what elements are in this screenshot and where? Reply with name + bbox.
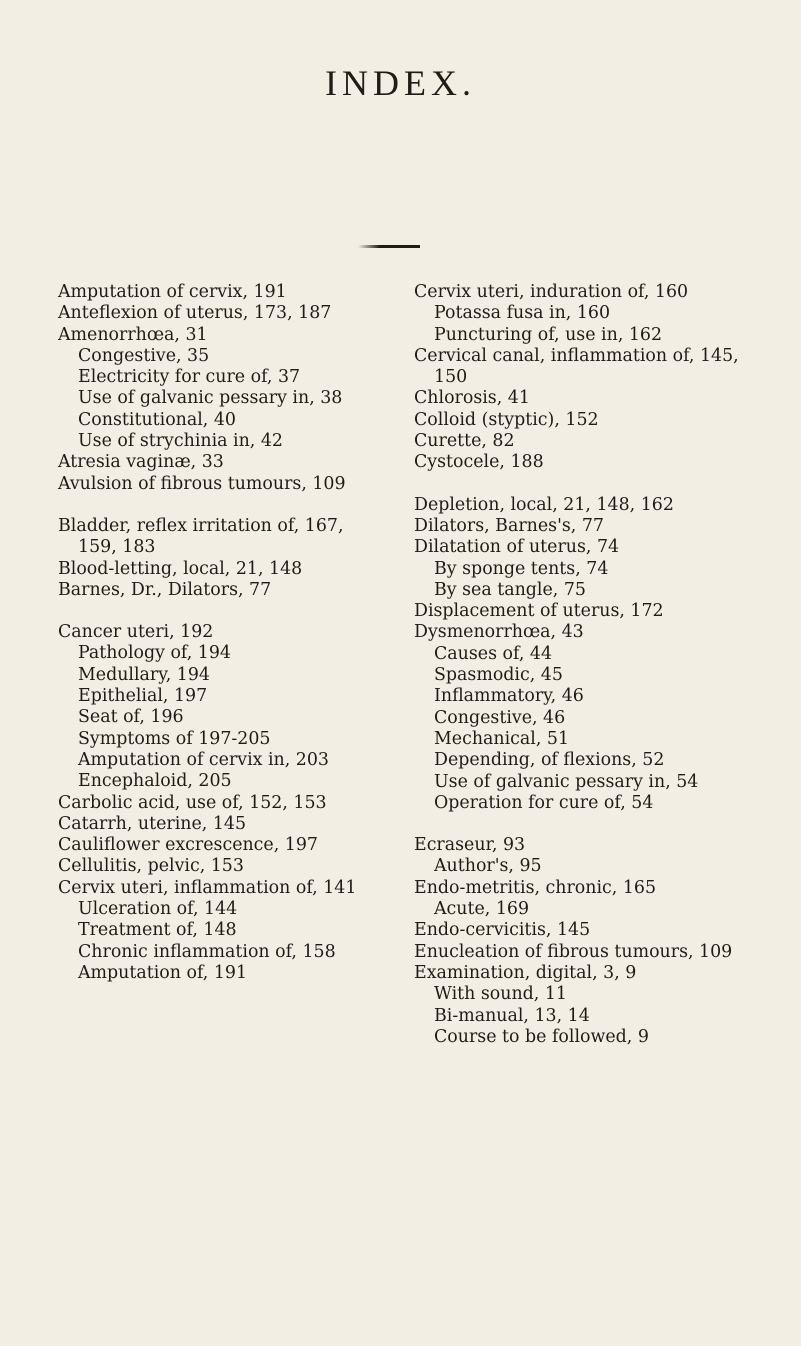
index-subentry: Use of galvanic pessary in, 54 — [434, 771, 699, 792]
index-entry: Enucleation of fibrous tumours, 109 — [414, 941, 733, 962]
index-entry: Cervix uteri, induration of, 160 — [414, 282, 689, 302]
index-subentry: Amputation of cervix in, 203 — [78, 749, 330, 770]
index-subentry: Chronic inflammation of, 158 — [78, 941, 336, 962]
index-subentry: Potassa fusa in, 160 — [434, 303, 611, 324]
index-subentry: Puncturing of, use in, 162 — [434, 324, 663, 345]
index-subentry: By sponge tents, 74 — [434, 558, 609, 579]
index-entry: Ecraseur, 93 — [414, 835, 526, 856]
index-subentry: With sound, 11 — [434, 984, 567, 1005]
index-subentry: Encephaloid, 205 — [78, 771, 232, 792]
index-subentry: Constitutional, 40 — [78, 409, 236, 430]
index-entry: Amenorrhœa, 31 — [58, 324, 208, 345]
index-entry: Cellulitis, pelvic, 153 — [58, 856, 244, 877]
index-subentry: Use of strychinia in, 42 — [78, 431, 283, 452]
index-subentry: Depending, of flexions, 52 — [434, 750, 665, 771]
index-entry: Atresia vaginæ, 33 — [58, 452, 224, 473]
index-subentry: Congestive, 35 — [78, 345, 210, 366]
index-subentry: Bi-manual, 13, 14 — [434, 1005, 590, 1026]
index-entry: Catarrh, uterine, 145 — [58, 813, 247, 834]
index-subentry: Causes of, 44 — [434, 643, 553, 664]
index-entry: Endo-cervicitis, 145 — [414, 920, 591, 941]
index-entry: Barnes, Dr., Dilators, 77 — [58, 579, 272, 600]
index-subentry: Use of galvanic pessary in, 38 — [78, 388, 343, 409]
index-entry: Anteflexion of uterus, 173, 187 — [58, 303, 332, 324]
index-subentry: Symptoms of 197-205 — [78, 728, 271, 749]
index-entry: Endo-metritis, chronic, 165 — [414, 877, 657, 898]
index-entry: Avulsion of fibrous tumours, 109 — [58, 473, 346, 494]
index-entry: Cauliflower excrescence, 197 — [58, 835, 318, 856]
index-subentry: Pathology of, 194 — [78, 643, 231, 664]
index-entry: Dilators, Barnes's, 77 — [414, 515, 604, 536]
index-entry: Cervical canal, inflammation of, 145, 150 — [414, 345, 739, 388]
index-subentry: Electricity for cure of, 37 — [78, 367, 301, 388]
index-entry: Bladder, reflex irritation of, 167, 159, 183 — [58, 515, 344, 558]
index-entry: Cervix uteri, inflammation of, 141 — [58, 877, 357, 898]
index-subentry: Congestive, 46 — [434, 707, 566, 728]
section-gap — [58, 601, 382, 622]
index-subentry: By sea tangle, 75 — [434, 579, 586, 600]
index-entry: Colloid (styptic), 152 — [414, 409, 599, 430]
index-entry: Blood-letting, local, 21, 148 — [58, 558, 303, 579]
index-entry: Dysmenorrhœa, 43 — [414, 622, 584, 643]
section-gap — [58, 495, 382, 516]
index-entry: Cancer uteri, 192 — [58, 622, 214, 643]
index-subentry: Amputation of, 191 — [78, 962, 248, 983]
title-rule — [358, 245, 420, 248]
index-subentry: Epithelial, 197 — [78, 686, 208, 707]
index-column-left — [58, 282, 382, 984]
index-subentry: Seat of, 196 — [78, 707, 184, 728]
index-subentry: Author's, 95 — [434, 856, 542, 877]
index-entry: Carbolic acid, use of, 152, 153 — [58, 792, 327, 813]
page-title: INDEX. — [325, 63, 476, 103]
index-subentry: Course to be followed, 9 — [434, 1026, 649, 1047]
index-subentry: Spasmodic, 45 — [434, 665, 563, 686]
index-subentry: Ulceration of, 144 — [78, 899, 238, 920]
index-entry: Amputation of cervix, 191 — [58, 282, 287, 302]
index-subentry: Acute, 169 — [434, 899, 530, 920]
index-subentry: Treatment of, 148 — [78, 920, 237, 941]
index-column-right — [414, 282, 744, 1048]
index-entry: Cystocele, 188 — [414, 452, 544, 473]
section-gap — [414, 814, 744, 835]
index-entry: Curette, 82 — [414, 431, 515, 452]
index-entry: Dilatation of uterus, 74 — [414, 537, 620, 558]
index-subentry: Inflammatory, 46 — [434, 686, 584, 707]
section-gap — [414, 474, 744, 495]
index-subentry: Operation for cure of, 54 — [434, 792, 654, 813]
index-entry: Displacement of uterus, 172 — [414, 601, 664, 622]
index-subentry: Medullary, 194 — [78, 664, 210, 685]
index-entry: Chlorosis, 41 — [414, 388, 530, 409]
index-entry: Depletion, local, 21, 148, 162 — [414, 494, 674, 515]
index-entry: Examination, digital, 3, 9 — [414, 962, 637, 983]
index-subentry: Mechanical, 51 — [434, 728, 570, 749]
